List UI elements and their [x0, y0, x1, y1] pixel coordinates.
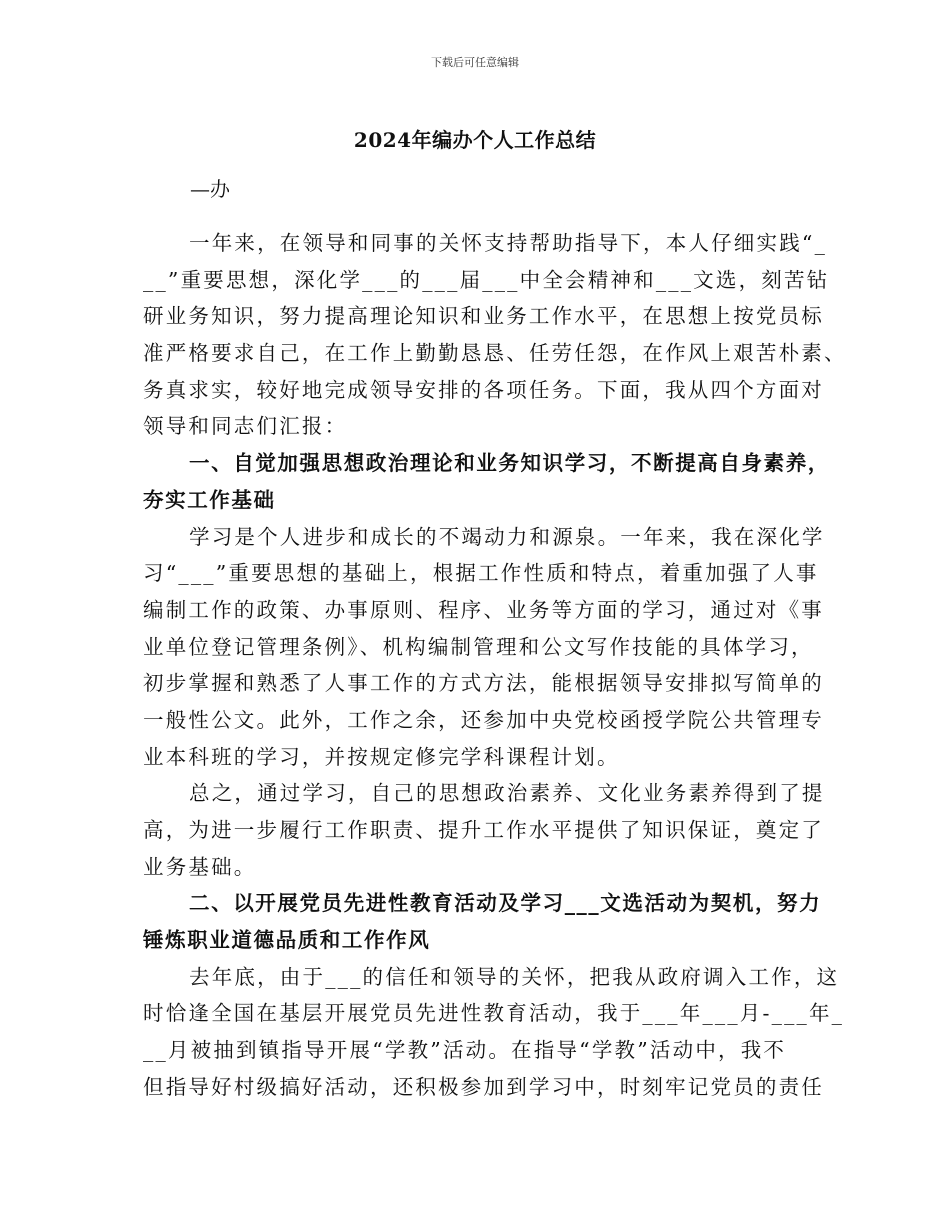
author-signature: —办 [190, 177, 230, 201]
paragraph-line: 但指导好村级搞好活动，还积极参加到学习中，时刻牢记党员的责任 [143, 1074, 824, 1099]
paragraph-line: 业务基础。 [143, 854, 257, 879]
paragraph-line: 准严格要求自己，在工作上勤勤恳恳、任劳任怨，在作风上艰苦朴素、 [143, 341, 847, 366]
paragraph-line: 初步掌握和熟悉了人事工作的方式方法，能根据领导安排拟写简单的 [143, 671, 824, 696]
paragraph-line: 编制工作的政策、办事原则、程序、业务等方面的学习，通过对《事 [143, 597, 824, 622]
paragraph-line: 习“___”重要思想的基础上，根据工作性质和特点，着重加强了人事 [143, 561, 819, 586]
paragraph-line: 一年来，在领导和同事的关怀支持帮助指导下，本人仔细实践“_ [189, 231, 828, 255]
paragraph-line: 务真求实，较好地完成领导安排的各项任务。下面，我从四个方面对 [143, 377, 824, 402]
section-heading-line: 二、以开展党员先进性教育活动及学习___文选活动为契机，努力 [189, 891, 822, 916]
paragraph-line: __”重要思想，深化学___的___届___中全会精神和___文选，刻苦钻 [143, 267, 830, 292]
paragraph-line: __月被抽到镇指导开展“学教”活动。在指导“学教”活动中，我不 [143, 1038, 787, 1063]
section-heading-line: 夯实工作基础 [143, 487, 276, 512]
paragraph-line: 高，为进一步履行工作职责、提升工作水平提供了知识保证，奠定了 [143, 818, 824, 842]
paragraph-line: 学习是个人进步和成长的不竭动力和源泉。一年来，我在深化学 [189, 524, 825, 549]
document-body [143, 225, 847, 1106]
paragraph-line: 研业务知识，努力提高理论知识和业务工作水平，在思想上按党员标 [143, 304, 824, 329]
section-heading-line: 锤炼职业道德品质和工作作风 [143, 928, 431, 953]
document-title: 2024年编办个人工作总结 [353, 128, 597, 152]
paragraph-line: 业本科班的学习，并按规定修完学科课程计划。 [143, 744, 620, 769]
paragraph-line: 去年底，由于___的信任和领导的关怀，把我从政府调入工作，这 [189, 964, 840, 989]
paragraph-line: 时恰逢全国在基层开展党员先进性教育活动，我于___年___月-___年_ [143, 1001, 845, 1026]
paragraph-line: 领导和同志们汇报： [143, 414, 348, 439]
paragraph-line: 总之，通过学习，自己的思想政治素养、文化业务素养得到了提 [189, 781, 825, 806]
paragraph-line: 业单位登记管理条例》、机构编制管理和公文写作技能的具体学习， [143, 634, 814, 659]
section-heading-line: 一、自觉加强思想政治理论和业务知识学习，不断提高自身素养， [189, 451, 830, 476]
paragraph-line: 一般性公文。此外，工作之余，还参加中央党校函授学院公共管理专 [143, 707, 824, 732]
header-note: 下载后可任意编辑 [431, 56, 519, 69]
